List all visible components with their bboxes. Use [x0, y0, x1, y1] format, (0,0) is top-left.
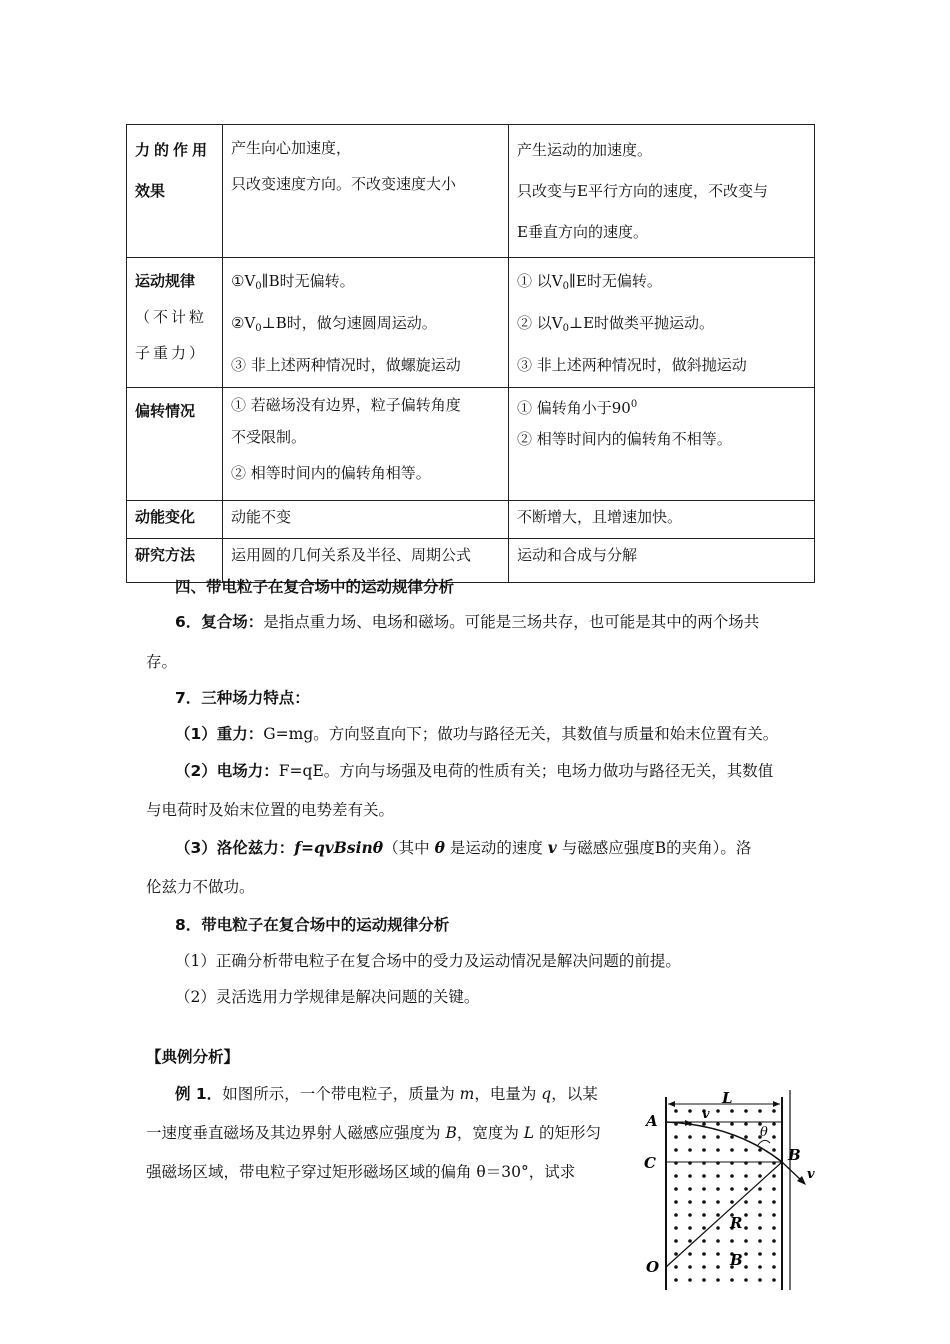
- field-dot: [716, 1109, 720, 1113]
- row-header: 力的作用 效果: [127, 125, 223, 258]
- field-dot: [744, 1265, 748, 1269]
- field-dot: [772, 1148, 776, 1152]
- field-dot: [702, 1174, 706, 1178]
- field-dot: [674, 1278, 678, 1282]
- field-dot: [772, 1200, 776, 1204]
- field-dot: [730, 1148, 734, 1152]
- field-dot: [688, 1135, 692, 1139]
- field-dot: [730, 1239, 734, 1243]
- field-dot: [702, 1148, 706, 1152]
- label-v-right: v: [807, 1167, 815, 1182]
- field-dot: [674, 1265, 678, 1269]
- paragraph-8-2: （2）灵活选用力学规律是解决问题的关键。: [175, 988, 480, 1006]
- table-row: [127, 125, 815, 258]
- paragraph-6-cont: 存。: [146, 653, 178, 671]
- field-dot: [674, 1226, 678, 1230]
- field-dot: [702, 1135, 706, 1139]
- paragraph-7-3: （3）洛伦兹力：f=qvBsinθ（其中 θ 是运动的速度 v 与磁感应强度B的夹角）。洛: [175, 838, 752, 857]
- paragraph-7-2-cont: 与电荷时及始末位置的电势差有关。: [146, 801, 395, 819]
- table-row: [127, 388, 815, 501]
- field-dot: [688, 1174, 692, 1178]
- field-dot: [730, 1122, 734, 1126]
- field-dot: [744, 1239, 748, 1243]
- field-dot: [688, 1265, 692, 1269]
- field-dot: [716, 1265, 720, 1269]
- field-dot: [716, 1200, 720, 1204]
- field-dot: [688, 1148, 692, 1152]
- field-dot: [702, 1226, 706, 1230]
- field-dot: [772, 1239, 776, 1243]
- field-dot: [772, 1213, 776, 1217]
- field-dot: [702, 1213, 706, 1217]
- field-dot: [758, 1239, 762, 1243]
- field-dot: [716, 1148, 720, 1152]
- field-dot: [744, 1174, 748, 1178]
- magnetic-cell: $①V_0\parallel B$时无偏转。 $②V_0\perp B$时，做匀速圆周运动。 ③ 非上述两种情况时，做螺旋运动: [223, 258, 509, 388]
- label-C: C: [644, 1154, 656, 1172]
- field-dot: [688, 1213, 692, 1217]
- field-dot: [772, 1278, 776, 1282]
- field-dot: [744, 1148, 748, 1152]
- field-dot: [758, 1200, 762, 1204]
- field-dot: [730, 1278, 734, 1282]
- field-dot: [702, 1239, 706, 1243]
- field-dot: [716, 1213, 720, 1217]
- field-dot: [744, 1187, 748, 1191]
- field-dot: [744, 1135, 748, 1139]
- label-O: O: [646, 1258, 660, 1276]
- field-dot: [772, 1109, 776, 1113]
- field-dot: [744, 1278, 748, 1282]
- field-dot: [688, 1278, 692, 1282]
- field-dot: [716, 1174, 720, 1178]
- field-dot: [758, 1226, 762, 1230]
- field-dot: [772, 1174, 776, 1178]
- comparison-table: [126, 124, 815, 583]
- field-dot: [730, 1135, 734, 1139]
- field-dot: [744, 1122, 748, 1126]
- label-L: L: [722, 1089, 733, 1107]
- field-dot: [688, 1226, 692, 1230]
- field-dot: [758, 1109, 762, 1113]
- field-dot: [744, 1200, 748, 1204]
- field-dot: [758, 1174, 762, 1178]
- lorentz-formula: f=qvBsinθ: [294, 838, 384, 857]
- field-dot: [702, 1200, 706, 1204]
- example-line-3: 强磁场区域，带电粒子穿过矩形磁场区域的偏角 θ＝30°，试求: [146, 1163, 576, 1181]
- field-dot: [702, 1122, 706, 1126]
- field-dot: [772, 1252, 776, 1256]
- paragraph-7-title: 7．三种场力特点：: [175, 689, 310, 707]
- field-dot: [702, 1278, 706, 1282]
- field-dot: [772, 1187, 776, 1191]
- electric-cell: 不断增大，且增速加快。: [509, 501, 815, 539]
- field-dot: [758, 1213, 762, 1217]
- field-dot: [772, 1135, 776, 1139]
- field-dot: [744, 1213, 748, 1217]
- field-dot: [730, 1174, 734, 1178]
- paragraph-6: 6．复合场：是指点重力场、电场和磁场。可能是三场共存，也可能是其中的两个场共: [175, 613, 760, 631]
- row-header: 动能变化: [127, 501, 223, 539]
- field-dot: [674, 1213, 678, 1217]
- field-dot: [744, 1226, 748, 1230]
- electric-cell: ① 偏转角小于$90^0$ ② 相等时间内的偏转角不相等。: [509, 388, 815, 501]
- field-dot: [716, 1226, 720, 1230]
- paragraph-8-title: 8．带电粒子在复合场中的运动规律分析: [175, 916, 450, 934]
- field-dot: [716, 1187, 720, 1191]
- radius-line: [666, 1162, 782, 1267]
- label-theta: θ: [760, 1125, 768, 1140]
- field-dot: [702, 1265, 706, 1269]
- field-dot: [772, 1122, 776, 1126]
- field-dot: [758, 1278, 762, 1282]
- field-dot: [716, 1135, 720, 1139]
- field-dot: [716, 1239, 720, 1243]
- magnetic-field-figure: [640, 1085, 825, 1295]
- field-dot: [730, 1187, 734, 1191]
- field-dot: [674, 1200, 678, 1204]
- table-row: [127, 501, 815, 539]
- field-dot: [772, 1226, 776, 1230]
- field-dot: [688, 1252, 692, 1256]
- label-B-point: B: [788, 1146, 801, 1164]
- field-dot: [772, 1265, 776, 1269]
- label-v-top: v: [702, 1107, 710, 1122]
- example-header: 【典例分析】: [146, 1048, 240, 1066]
- field-dot: [674, 1109, 678, 1113]
- field-dot: [702, 1187, 706, 1191]
- electric-cell: 产生运动的加速度。 只改变与E平行方向的速度，不改变与 E垂直方向的速度。: [509, 125, 815, 258]
- field-dot: [744, 1109, 748, 1113]
- row-header: 运动规律 （不计粒 子重力）: [127, 258, 223, 388]
- paragraph-7-3-cont: 伦兹力不做功。: [146, 878, 255, 896]
- theta-arc: [758, 1140, 770, 1145]
- electric-cell: 运动和合成与分解: [509, 539, 815, 583]
- table-row: [127, 258, 815, 388]
- paragraph-7-1: （1）重力：G=mg。方向竖直向下；做功与路径无关，其数值与质量和始末位置有关。: [175, 725, 779, 743]
- field-dot: [674, 1135, 678, 1139]
- label-A: A: [646, 1112, 658, 1130]
- magnetic-cell: 产生向心加速度， 只改变速度方向。不改变速度大小: [223, 125, 509, 258]
- field-dot: [716, 1252, 720, 1256]
- field-dot: [758, 1187, 762, 1191]
- example-line-1: 例 1．如图所示，一个带电粒子，质量为 m，电量为 q，以某: [175, 1085, 598, 1103]
- field-dot: [674, 1252, 678, 1256]
- table-row: [127, 539, 815, 583]
- field-dot: [674, 1239, 678, 1243]
- field-dot: [688, 1187, 692, 1191]
- field-dot: [702, 1252, 706, 1256]
- field-dot: [674, 1187, 678, 1191]
- section-heading: 四、带电粒子在复合场中的运动规律分析: [175, 578, 455, 596]
- magnetic-cell: 动能不变: [223, 501, 509, 539]
- field-dot: [758, 1265, 762, 1269]
- label-B-field: B: [730, 1251, 743, 1269]
- magnetic-cell: ① 若磁场没有边界，粒子偏转角度 不受限制。 ② 相等时间内的偏转角相等。: [223, 388, 509, 501]
- field-dot: [744, 1252, 748, 1256]
- field-dot: [716, 1122, 720, 1126]
- paragraph-7-2: （2）电场力：F=qE。方向与场强及电荷的性质有关；电场力做功与路径无关，其数值: [175, 762, 774, 780]
- arrowhead-right-icon: [773, 1101, 780, 1107]
- field-dot: [688, 1239, 692, 1243]
- field-dot: [674, 1148, 678, 1152]
- row-header: 研究方法: [127, 539, 223, 583]
- field-dot: [730, 1109, 734, 1113]
- magnetic-cell: 运用圆的几何关系及半径、周期公式: [223, 539, 509, 583]
- paragraph-8-1: （1）正确分析带电粒子在复合场中的受力及运动情况是解决问题的前提。: [175, 952, 681, 970]
- electric-cell: ① 以$V_0\parallel E$时无偏转。 ② 以$V_0\perp E$时做类平抛运动。 ③ 非上述两种情况时，做斜抛运动: [509, 258, 815, 388]
- field-dot: [688, 1109, 692, 1113]
- row-header: 偏转情况: [127, 388, 223, 501]
- field-dot: [730, 1200, 734, 1204]
- field-dot: [758, 1252, 762, 1256]
- field-dot: [688, 1200, 692, 1204]
- field-dot: [674, 1174, 678, 1178]
- arrowhead-left-icon: [668, 1101, 675, 1107]
- label-R: R: [730, 1214, 743, 1232]
- field-dot: [716, 1278, 720, 1282]
- example-line-2: 一速度垂直磁场及其边界射人磁感应强度为 B，宽度为 L 的矩形匀: [146, 1124, 601, 1142]
